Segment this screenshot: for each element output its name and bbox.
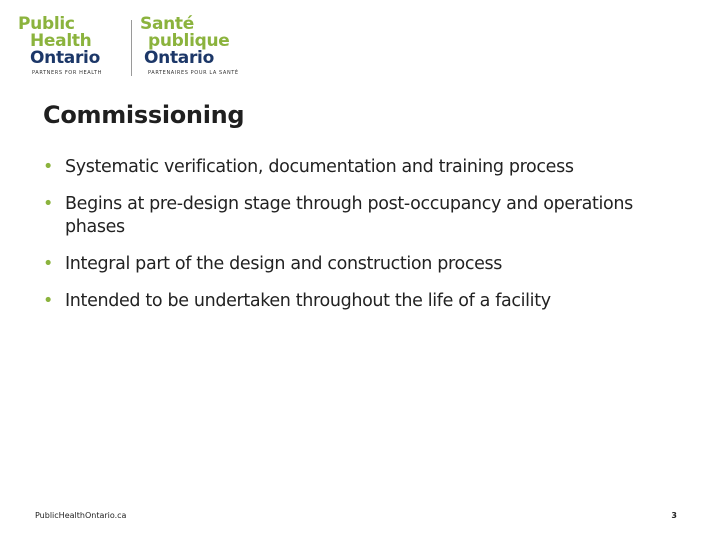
logo-en-line-3: Ontario: [30, 48, 100, 68]
logo-en-line-2: Health: [30, 31, 92, 51]
bullet-text: Systematic verification, documentation and training process: [65, 157, 574, 177]
bullet-text: Begins at pre-design stage through post-occupancy and operations phases: [65, 194, 633, 237]
public-health-ontario-logo: [18, 16, 258, 78]
logo-french: [140, 16, 258, 76]
bullet-item: [43, 290, 683, 313]
logo-fr-tagline: PARTENAIRES POUR LA SANTÉ: [148, 70, 239, 76]
logo-english: [18, 16, 130, 76]
bullet-item: [43, 193, 683, 239]
bullet-item: [43, 253, 683, 276]
bullet-dot: •: [43, 194, 53, 214]
page-number: 3: [671, 511, 677, 520]
bullet-item: [43, 156, 683, 179]
bullet-text: Integral part of the design and construction process: [65, 254, 503, 274]
logo-fr-line-1: Santé: [140, 14, 194, 34]
bullet-dot: •: [43, 254, 53, 274]
bullet-dot: •: [43, 291, 53, 311]
bullet-dot: •: [43, 157, 53, 177]
bullet-text: Intended to be undertaken throughout the life of a facility: [65, 291, 551, 311]
bullet-list: [43, 156, 683, 313]
logo-divider: [131, 20, 132, 76]
logo-en-tagline: PARTNERS FOR HEALTH: [32, 70, 102, 76]
logo-fr-line-2: publique: [148, 31, 230, 51]
slide-title: Commissioning: [43, 101, 245, 129]
footer-website: PublicHealthOntario.ca: [35, 511, 127, 520]
logo-fr-line-3: Ontario: [144, 48, 214, 68]
logo-en-line-1: Public: [18, 14, 75, 34]
